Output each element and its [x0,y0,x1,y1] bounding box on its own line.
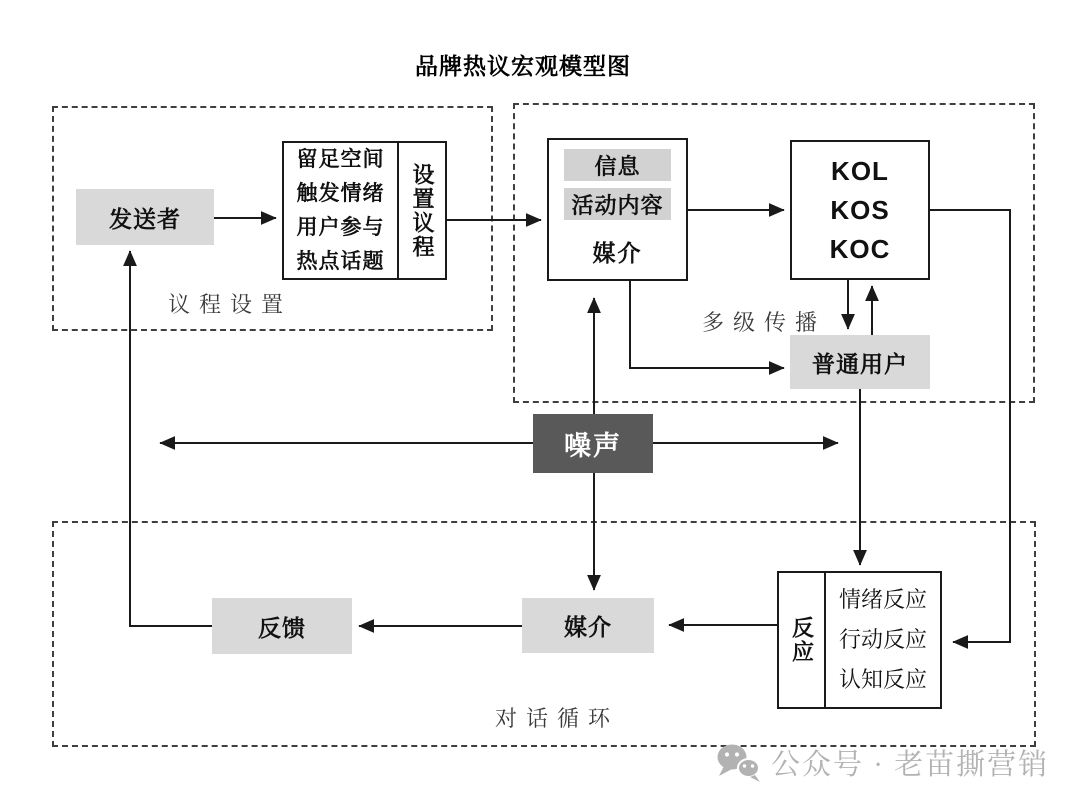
media-top-label: 媒介 [592,240,643,266]
watermark [716,742,1049,783]
ordinary-users-box: 普通用户 [790,335,930,389]
sender-box: 发送者 [76,189,214,245]
wechat-icon [716,743,762,783]
info-chip: 信息 [564,149,671,181]
response-box [777,571,942,709]
kol-line: KOL [831,155,889,186]
media-box-bottom: 媒介 [522,598,654,653]
kol-line: KOS [830,194,890,225]
response-side-cell [779,573,826,707]
agenda-side-label: 设置议程 [410,162,435,259]
response-item-list [826,580,940,700]
response-item: 情绪反应 [838,587,927,612]
spread-section-label: 多级传播 [702,310,827,335]
agenda-item: 热点话题 [296,249,385,273]
diagram-title: 品牌热议宏观模型图 [415,53,631,79]
noise-box: 噪声 [533,414,653,473]
activity-content-chip: 活动内容 [564,188,671,220]
dialogue-section-label: 对话循环 [495,706,620,731]
watermark-text: 公众号 · 老苗撕营销 [771,749,1050,781]
feedback-box: 反馈 [212,598,352,654]
agenda-item: 用户参与 [296,215,385,239]
media-box-top [547,138,688,281]
agenda-item-list [284,143,397,279]
agenda-section-label: 议程设置 [168,292,293,317]
agenda-side-cell [397,143,445,278]
agenda-item: 留足空间 [296,147,385,171]
response-item: 认知反应 [838,667,927,692]
response-item: 行动反应 [838,627,927,652]
agenda-content-box [282,141,447,280]
kol-box [790,140,930,280]
kol-line: KOC [829,233,891,264]
response-side-label: 反应 [789,616,815,664]
agenda-item: 触发情绪 [296,181,385,205]
